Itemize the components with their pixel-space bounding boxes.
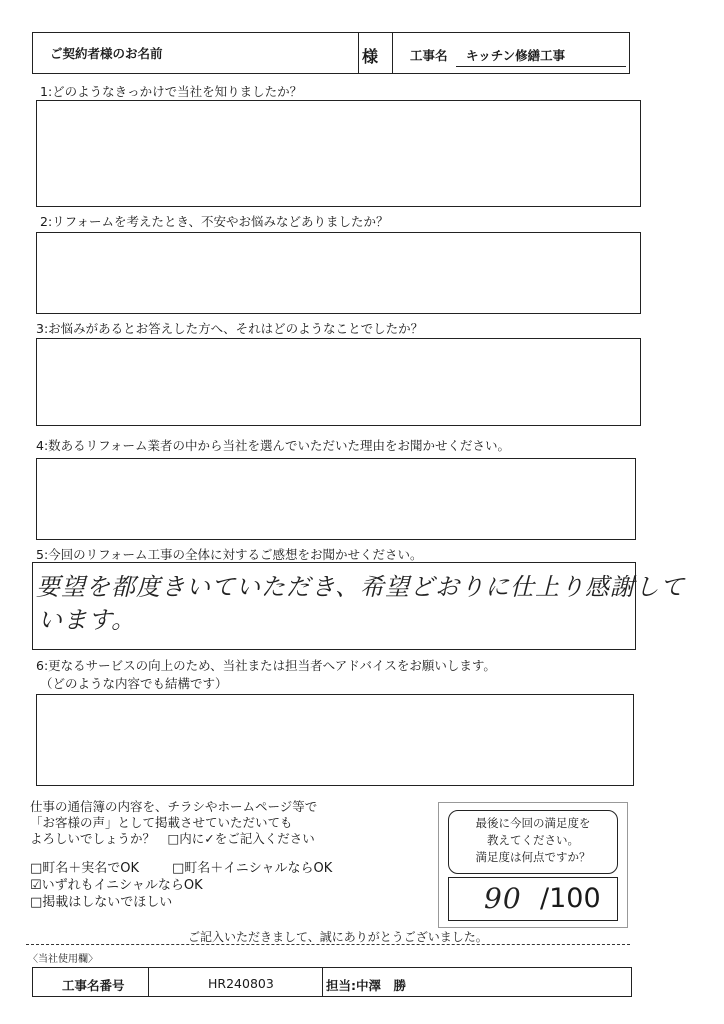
- question-4-label: 4:数あるリフォーム業者の中から当社を選んでいただいた理由をお聞かせください。: [36, 438, 511, 453]
- publish-text-line-3: よろしいでしょうか？ □内に✓をご記入ください: [30, 831, 315, 846]
- publish-option-town-initial[interactable]: □町名＋イニシャルならOK: [172, 861, 333, 876]
- question-2-answer-box[interactable]: [36, 232, 641, 314]
- question-3-label: 3:お悩みがあるとお答えした方へ、それはどのようなことでしたか？: [36, 321, 424, 336]
- thanks-message: ご記入いただきまして、誠にありがとうございました。: [188, 930, 488, 944]
- question-1-label: 1:どのようなきっかけで当社を知りましたか？: [40, 84, 303, 99]
- question-3-answer-box[interactable]: [36, 338, 641, 426]
- project-underline: [456, 66, 626, 67]
- project-label: 工事名: [410, 48, 448, 63]
- staff-label: 担当:中澤 勝: [326, 978, 406, 993]
- sama-label: 様: [362, 47, 379, 66]
- project-number-value: HR240803: [208, 976, 274, 991]
- question-5-handwritten-line-1: 要望を都度きいていただき、希望どおりに仕上り感謝して: [36, 573, 686, 601]
- project-value: キッチン修繕工事: [466, 48, 566, 63]
- question-5-handwritten-line-2: います。: [38, 606, 137, 634]
- project-number-label: 工事名番号: [62, 978, 125, 993]
- satisfaction-line-2: 教えてください。: [487, 833, 579, 847]
- question-4-answer-box[interactable]: [36, 458, 636, 540]
- satisfaction-score: 90: [484, 882, 522, 915]
- question-5-label: 5:今回のリフォーム工事の全体に対するご感想をお聞かせください。: [36, 547, 423, 562]
- publish-text-line-1: 仕事の通信簿の内容を、チラシやホームページ等で: [30, 799, 318, 814]
- question-6-label: 6:更なるサービスの向上のため、当社または担当者へアドバイスをお願いします。: [36, 658, 496, 673]
- question-2-label: 2:リフォームを考えたとき、不安やお悩みなどありましたか？: [40, 214, 389, 229]
- satisfaction-question-box: [448, 810, 618, 874]
- header-divider-2: [392, 33, 393, 73]
- question-6-sublabel: （どのような内容でも結構です）: [40, 676, 228, 691]
- satisfaction-line-1: 最後に今回の満足度を: [475, 816, 591, 830]
- footer-divider-1: [148, 968, 149, 996]
- header-divider-1: [358, 33, 359, 73]
- question-6-answer-box[interactable]: [36, 694, 634, 786]
- dashed-divider: [26, 944, 630, 945]
- publish-text-line-2: 「お客様の声」として掲載させていただいても: [30, 815, 293, 830]
- footer-divider-2: [322, 968, 323, 996]
- satisfaction-line-3: 満足度は何点ですか？: [475, 850, 591, 864]
- question-1-answer-box[interactable]: [36, 100, 641, 207]
- publish-option-no-publish[interactable]: □掲載はしないでほしい: [30, 895, 173, 910]
- customer-name-label: ご契約者様のお名前: [50, 46, 163, 61]
- satisfaction-max: /100: [540, 883, 601, 914]
- publish-option-initials-checked[interactable]: ☑いずれもイニシャルならOK: [30, 878, 203, 893]
- internal-use-label: 〈当社使用欄〉: [28, 954, 98, 965]
- publish-option-real-name[interactable]: □町名＋実名でOK: [30, 861, 140, 876]
